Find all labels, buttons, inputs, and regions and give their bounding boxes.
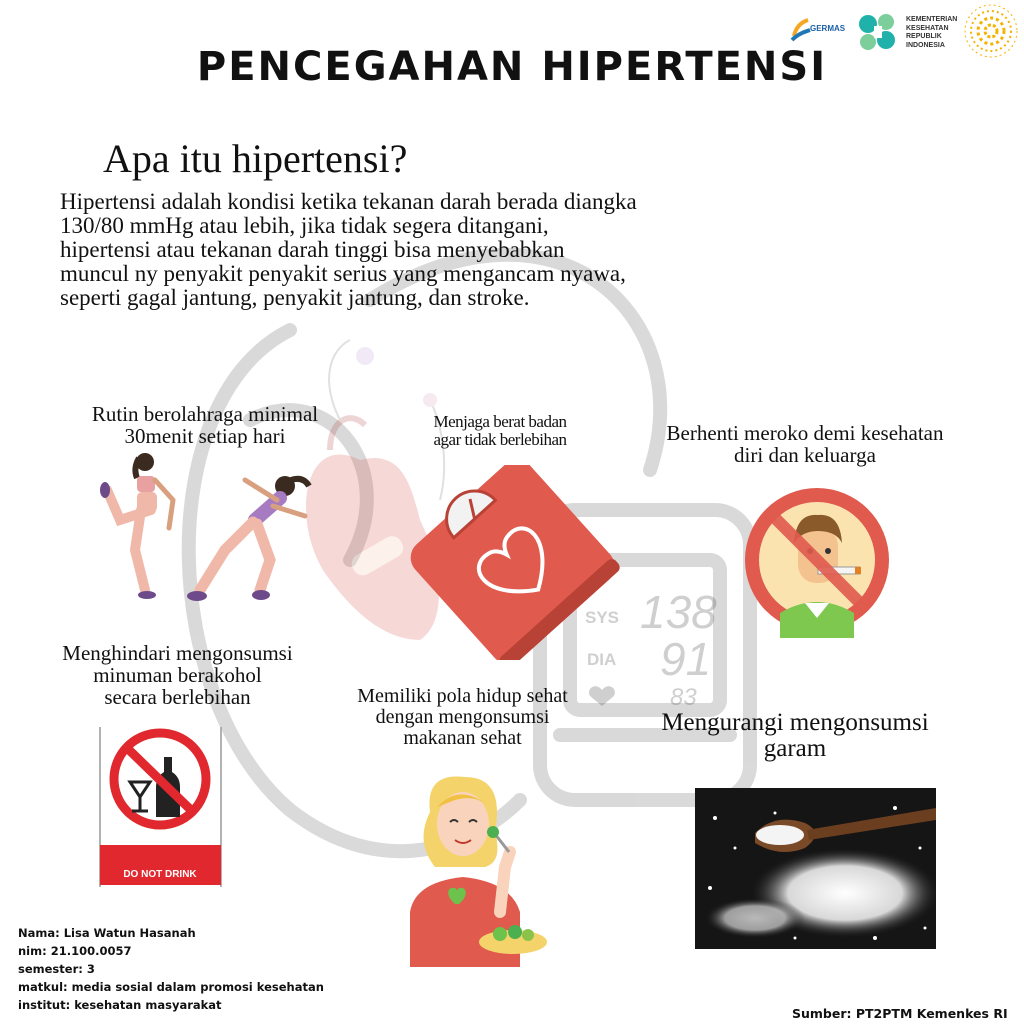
tip-label-alcohol: Menghindari mengonsumsi minuman berakohol secara berlebihan [62, 641, 293, 710]
monitor-sys-label: SYS [585, 608, 620, 627]
monitor-dia-label: DIA [587, 650, 617, 669]
kemenkes-line-2: KESEHATAN [906, 24, 949, 32]
student-info [18, 924, 324, 1014]
tip-label-salt: Mengurangi mengonsumsi garam [661, 709, 929, 763]
student-institut: institut: kesehatan masyarakat [18, 998, 222, 1012]
tip-label-exercise: Rutin berolahraga minimal 30menit setiap hari [91, 402, 319, 449]
source-credit: Sumber: PT2PTM Kemenkes RI [792, 1006, 1008, 1021]
germas-emblem-icon [790, 16, 812, 42]
germas-logo-text: GERMAS [810, 24, 846, 33]
student-name: Nama: Lisa Watun Hasanah [18, 926, 196, 940]
kemenkes-line-1: KEMENTERIAN [906, 16, 958, 23]
scale-heart-icon [405, 465, 620, 660]
intro-paragraph: Hipertensi adalah kondisi ketika tekanan darah berada diangka 130/80 mmHg atau lebih, jika tidak segera ditangani, hipertensi atau tekanan darah tinggi bisa menyebabkan muncul ny penyakit penyakit serius yang mengancam nyawa, seperti gagal jantung, penyakit jantung, dan stroke. [60, 189, 637, 310]
tip-label-weight: Menjaga berat badan agar tidak berlebihan [433, 412, 567, 449]
student-matkul: matkul: media sosial dalam promosi kesehatan [18, 980, 324, 994]
no-smoking-icon [740, 483, 895, 638]
monitor-dia-value: 91 [660, 633, 712, 685]
tip-label-healthy-food: Memiliki pola hidup sehat dengan mengonsumsi makanan sehat [357, 685, 568, 749]
germas-logo [790, 16, 848, 44]
student-nim: nim: 21.100.0057 [18, 944, 132, 958]
no-alcohol-icon [98, 727, 223, 887]
tip-label-smoking: Berhenti meroko demi kesehatan diri dan keluarga [666, 421, 944, 468]
healthy-eating-icon [385, 772, 555, 967]
section-heading: Apa itu hipertensi? [103, 136, 408, 181]
exercise-icon [95, 450, 325, 615]
kemenkes-line-4: INDONESIA [906, 41, 945, 49]
kemenkes-line-3: REPUBLIK [906, 33, 942, 41]
monitor-sys-value: 138 [640, 586, 717, 638]
alcohol-sign-text: DO NOT DRINK [123, 869, 197, 880]
salt-icon [695, 788, 936, 949]
monitor-pulse-value: 83 [670, 684, 697, 711]
student-semester: semester: 3 [18, 962, 95, 976]
page-title: PENCEGAHAN HIPERTENSI [196, 44, 828, 90]
